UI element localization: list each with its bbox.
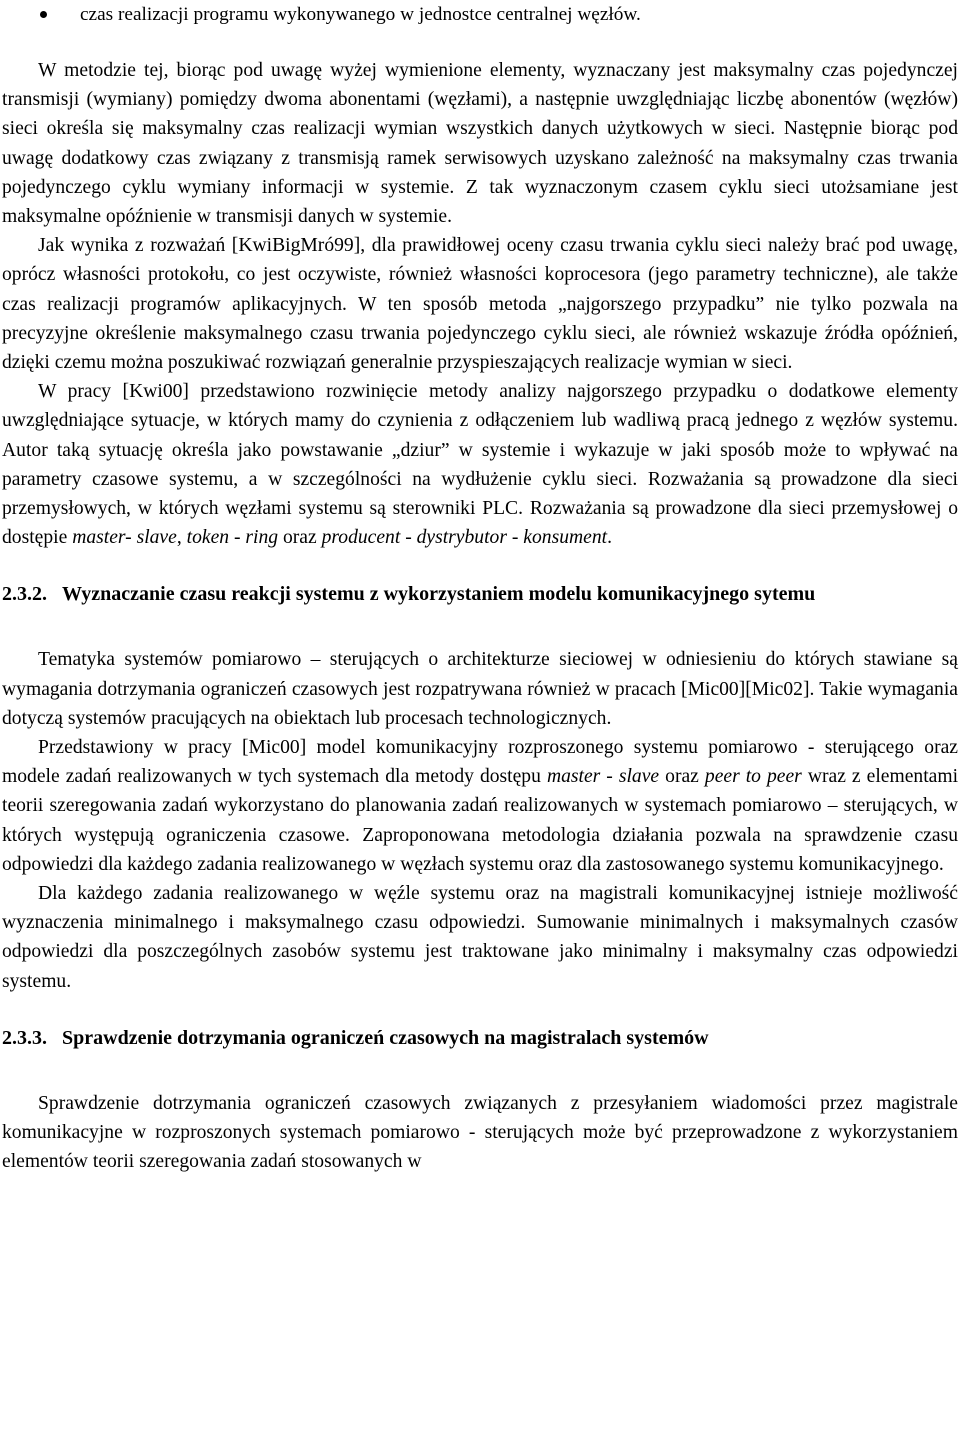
paragraph-kwi00 [2, 377, 958, 552]
paragraph-text: Przedstawiony w pracy [Mic00] model komunikacyjny rozproszonego systemu pomiarowo - sterującego oraz modele zadań realizowanych w tych systemach dla metody dostępu [2, 737, 958, 788]
spacer [2, 1053, 958, 1089]
spacer [2, 29, 958, 56]
paragraph-mic00 [2, 733, 958, 879]
bullet-item [2, 0, 958, 29]
spacer [2, 552, 958, 580]
separator-text: , [176, 527, 187, 549]
paragraph-zadania: Dla każdego zadania realizowanego w węźle systemu oraz na magistrali komunikacyjnej istnieje możliwość wyznaczenia minimalnego i maksymalnego czasu odpowiedzi. Sumowanie minimalnych i maksymalnych czasów odpowiedzi dla poszczególnych zasobów systemu jest traktowane jako minimalny i maksymalny czas odpowiedzi systemu. [2, 883, 958, 992]
section-number: 2.3.3. [2, 1026, 47, 1049]
italic-term: peer to peer [704, 766, 802, 788]
bullet-icon [40, 11, 47, 18]
separator-text: - [600, 766, 619, 788]
italic-term: master [546, 766, 601, 788]
italic-term: master- slave [72, 527, 177, 549]
section-heading-2-3-3 [2, 1024, 958, 1053]
paragraph-text: W pracy [Kwi00] przedstawiono rozwinięcie metody analizy najgorszego przypadku o dodatkowe elementy uwzględniające sytuacje, w których mamy do czynienia z odłączeniem lub wadliwą pracą jednego z węzłów systemu. Autor taką sytuację określa jako powstawanie „dziur” w systemie i wykazuje w jaki sposób może to wpływać na parametry czasowe systemu, a w szczególności na wydłużenie cyklu sieci. Rozważania są prowadzone dla sieci przemysłowych, w których węzłami systemu są sterowniki PLC. Rozważania są prowadzone dla sieci przemysłowej o dostępie [2, 381, 958, 549]
separator-text: oraz [659, 766, 705, 788]
spacer [2, 609, 958, 645]
spacer [2, 996, 958, 1024]
paragraph-method: W metodzie tej, biorąc pod uwagę wyżej wymienione elementy, wyznaczany jest maksymalny czas pojedynczej transmisji (wymiany) pomiędzy dwoma abonentami (węzłami), a następnie uwzględniając liczbę abonentów (węzłów) sieci określa się maksymalny czas realizacji wymian wszystkich danych użytkowych w sieci. Następnie biorąc pod uwagę dodatkowy czas związany z transmisją ramek serwisowych uzyskano zależność na maksymalny czas trwania pojedynczego cyklu wymiany informacji w systemie. Z tak wyznaczonym czasem cyklu sieci utożsamiane jest maksymalne opóźnienie w transmisji danych w systemie. [2, 60, 958, 228]
section-title: Sprawdzenie dotrzymania ograniczeń czasowych na magistralach systemów [62, 1026, 709, 1049]
bullet-text: czas realizacji programu wykonywanego w jednostce centralnej węzłów. [80, 4, 641, 25]
paragraph-kwibigmro: Jak wynika z rozważań [KwiBigMró99], dla prawidłowej oceny czasu trwania cyklu sieci należy brać pod uwagę, oprócz własności protokołu, co jest oczywiste, również własności koprocesora (jego parametry techniczne), ale także czas realizacji programów aplikacyjnych. W ten sposób metoda „najgorszego przypadku” nie tylko pozwala na precyzyjne określenie maksymalnego czasu trwania pojedynczego cyklu sieci, ale również wskazuje źródła opóźnień, dzięki czemu można poszukiwać rozwiązań generalnie przyspieszających realizacje wymian w sieci. [2, 235, 958, 374]
paragraph-sprawdzenie: Sprawdzenie dotrzymania ograniczeń czasowych związanych z przesyłaniem wiadomości przez magistrale komunikacyjne w rozproszonych systemach pomiarowo - sterujących może być przeprowadzone z wykorzystaniem elementów teorii szeregowania zadań stosowanych w [2, 1092, 958, 1173]
paragraph-tematyka: Tematyka systemów pomiarowo – sterujących o architekturze sieciowej w odniesieniu do których stawiane są wymagania dotrzymania ograniczeń czasowych jest rozpatrywana również w pracach [Mic00][Mic02]. Takie wymagania dotyczą systemów pracujących na obiektach lub procesach technologicznych. [2, 649, 958, 729]
paragraph-end: . [607, 527, 612, 549]
separator-text: oraz [278, 527, 322, 549]
section-heading-2-3-2 [2, 580, 958, 609]
italic-term: producent - dystrybutor - konsument [321, 527, 608, 549]
italic-term: token - ring [186, 527, 279, 549]
italic-term: slave [618, 766, 660, 788]
section-number: 2.3.2. [2, 583, 47, 606]
section-title: Wyznaczanie czasu reakcji systemu z wykorzystaniem modelu komunikacyjnego sytemu [62, 583, 816, 606]
paragraph-text: wraz z elementami teorii szeregowania zadań wykorzystano do planowania zadań realizowanych w systemach pomiarowo – sterujących, w których występują ograniczenia czasowe. Zaproponowana metodologia działania pozwala na sprawdzenie czasu odpowiedzi dla każdego zadania realizowanego w węzłach systemu oraz dla zastosowanego systemu komunikacyjnego. [2, 766, 959, 875]
